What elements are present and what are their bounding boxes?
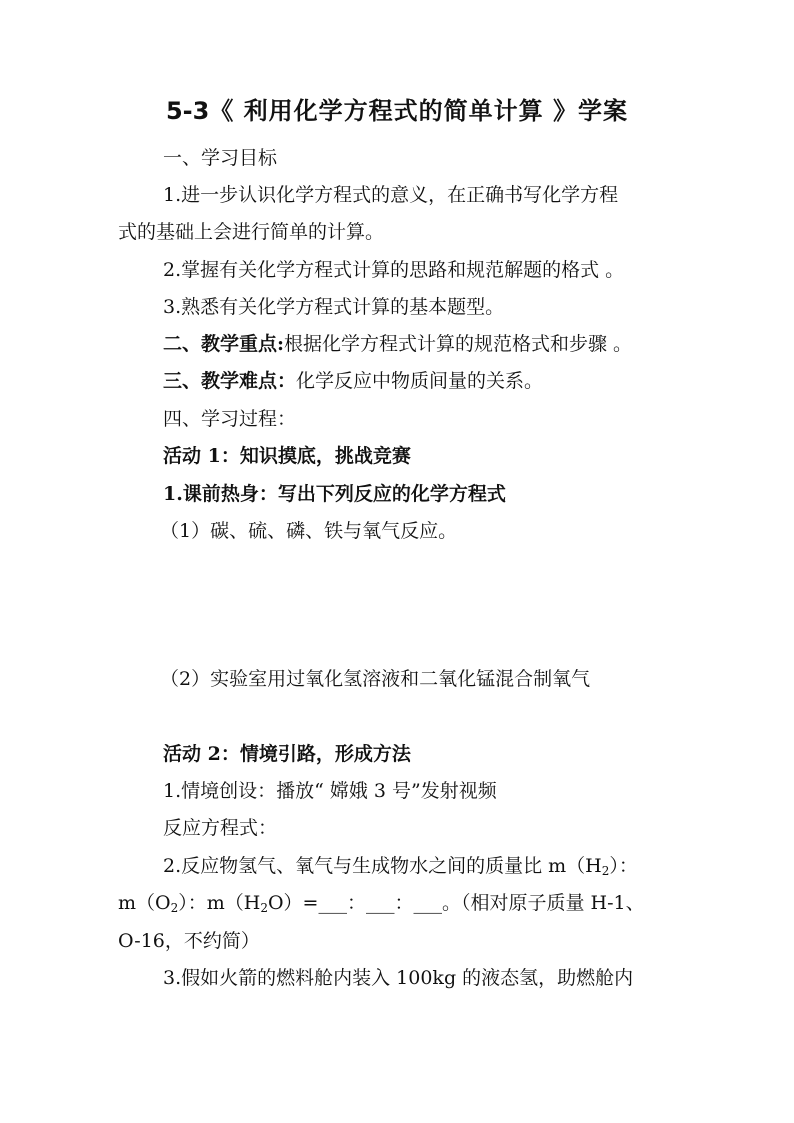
subscript: 2: [170, 901, 179, 915]
mass-ratio-text: 2.反应物氢气、氧气与生成物水之间的质量比 m（H: [163, 855, 602, 877]
equation-label: 反应方程式：: [163, 817, 278, 839]
goal-3: 3.熟悉有关化学方程式计算的基本题型。: [163, 296, 505, 318]
mass-ratio-blanks: O）=___：___：___。（相对原子质量 H-1、: [267, 892, 645, 914]
activity-1-subheading: 1.课前热身：写出下列反应的化学方程式: [163, 483, 506, 505]
section-heading-goals: 一、学习目标: [163, 147, 278, 169]
section-difficulties: [163, 368, 543, 394]
difficulties-text: 化学反应中物质间量的关系。: [296, 370, 544, 392]
title-text: 《 利用化学方程式的简单计算 》学案: [209, 96, 629, 125]
section-key-points: [163, 331, 632, 357]
situation-line: 1.情境创设：播放“ 嫦娥 3 号”发射视频: [163, 780, 497, 802]
title-number: 5-3: [165, 97, 210, 125]
question-2: （2）实验室用过氧化氢溶液和二氧化锰混合制氧气: [160, 668, 591, 690]
mass-ratio-h2o: ）：m（H: [178, 892, 261, 914]
goal-1-line-b: 式的基础上会进行简单的计算。: [118, 221, 385, 243]
mass-ratio-o2: m（O: [118, 892, 171, 914]
page-title: [0, 98, 794, 124]
mass-ratio-line-1: [163, 853, 638, 879]
section-heading-process: 四、学习过程：: [163, 408, 297, 430]
question-1: （1）碳、硫、磷、铁与氧气反应。: [160, 520, 458, 542]
key-points-text: 根据化学方程式计算的规范格式和步骤 。: [284, 333, 633, 355]
activity-2-heading: 活动 2：情境引路，形成方法: [163, 743, 411, 765]
goal-1-line-a: 1.进一步认识化学方程式的意义，在正确书写化学方程: [163, 184, 619, 206]
question-3: 3.假如火箭的燃料舱内装入 100kg 的液态氢，助燃舱内: [163, 967, 634, 989]
mass-ratio-line-3: O-16，不约简）: [118, 930, 260, 952]
activity-1-heading: 活动 1：知识摸底，挑战竞赛: [163, 445, 411, 467]
goal-2: 2.掌握有关化学方程式计算的思路和规范解题的格式 。: [163, 259, 625, 281]
subscript: 2: [260, 901, 268, 915]
mass-ratio-line-2: [118, 890, 645, 916]
difficulties-label: 三、教学难点：: [163, 370, 297, 392]
key-points-label: 二、教学重点:: [163, 333, 285, 355]
subscript: 2: [601, 864, 610, 878]
mass-ratio-end: ）：: [609, 855, 638, 877]
